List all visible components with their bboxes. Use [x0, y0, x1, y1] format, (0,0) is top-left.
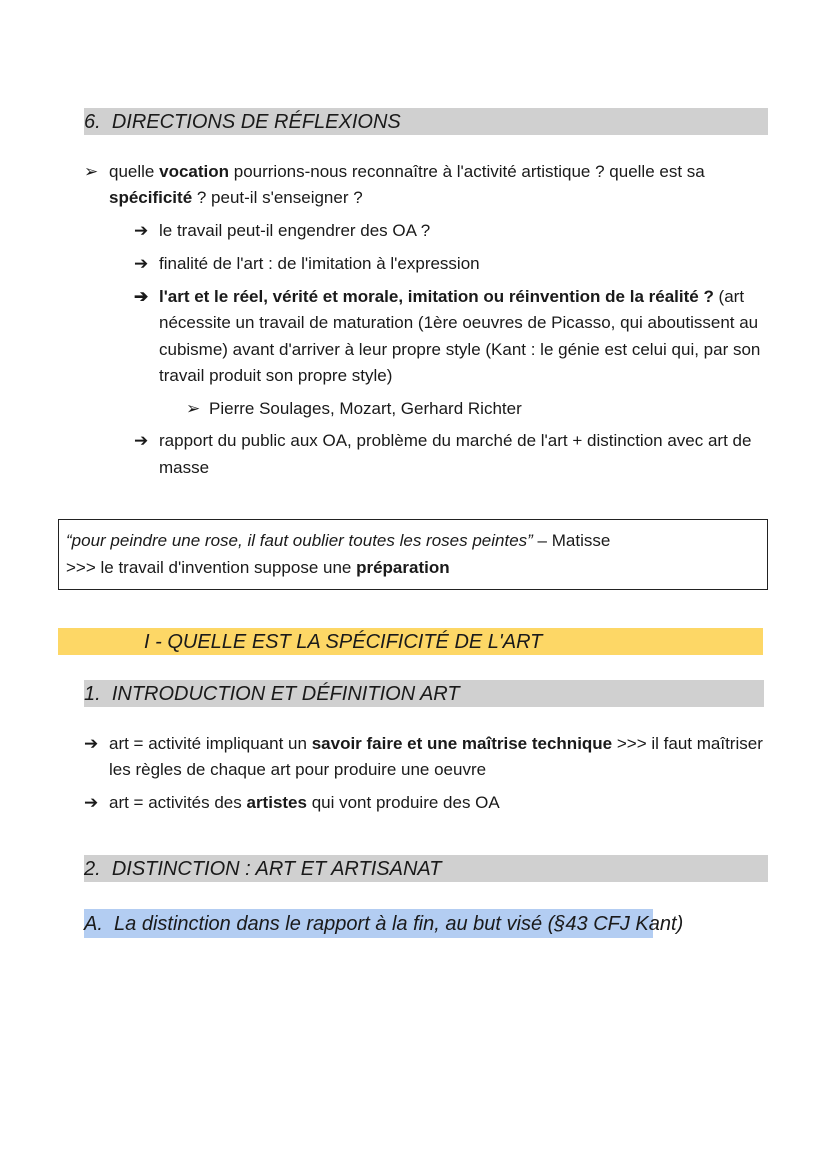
bullet-vocation-line1: quelle vocation pourrions-nous reconnaître à l'activité artistique ? quelle est sa — [109, 162, 705, 181]
quote-text: “pour peindre une rose, il faut oublier toutes les roses peintes” — [66, 531, 533, 550]
quote-line1 — [66, 528, 610, 554]
section-6-heading — [84, 109, 401, 135]
sub-item-public-line1: rapport du public aux OA, problème du marché de l'art + distinction avec art de — [159, 431, 752, 450]
def-art-line1: art = activité impliquant un savoir faire et une maîtrise technique >>> il faut maîtriser — [109, 734, 763, 753]
section-a-title: La distinction dans le rapport à la fin, au but visé (§43 CFJ Kant) — [114, 913, 684, 935]
section-a-number: A. — [84, 913, 103, 935]
bullet-glyph: ➢ — [84, 162, 99, 181]
arrow-glyph: ➔ — [134, 431, 149, 450]
quote-line2: >>> le travail d'invention suppose une préparation — [66, 558, 450, 577]
sub-item-reel-line4: travail produit son propre style) — [159, 366, 393, 385]
section-2-title: DISTINCTION : ART ET ARTISANAT — [111, 858, 442, 880]
section-2-number: 2. — [84, 858, 101, 880]
sub-item-reel-line2: nécessite un travail de maturation (1ère oeuvres de Picasso, qui aboutissent au — [159, 313, 759, 332]
subsub-artists: Pierre Soulages, Mozart, Gerhard Richter — [209, 399, 522, 418]
section-6-number: 6. — [84, 111, 101, 133]
sub-item-travail: le travail peut-il engendrer des OA ? — [159, 221, 431, 240]
arrow-glyph: ➔ — [134, 287, 149, 306]
section-1-title: INTRODUCTION ET DÉFINITION ART — [111, 683, 460, 705]
quote-author: – Matisse — [532, 531, 611, 550]
sub-item-finalite: finalité de l'art : de l'imitation à l'expression — [159, 254, 480, 273]
arrow-glyph: ➔ — [134, 254, 149, 273]
arrow-glyph: ➔ — [84, 793, 99, 812]
bullet-vocation-line2: spécificité ? peut-il s'enseigner ? — [109, 188, 363, 207]
sub-item-reel-line3: cubisme) avant d'arriver à leur propre style (Kant : le génie est celui qui, par son — [159, 340, 761, 359]
sub-item-reel-line1: l'art et le réel, vérité et morale, imitation ou réinvention de la réalité ? (art — [159, 287, 745, 306]
sub-item-public-line2: masse — [159, 458, 210, 477]
section-1-heading — [84, 681, 460, 707]
def-artistes: art = activités des artistes qui vont produire des OA — [109, 793, 500, 812]
section-a-heading — [84, 911, 683, 937]
arrow-glyph: ➔ — [84, 734, 99, 753]
part-1-heading: I - QUELLE EST LA SPÉCIFICITÉ DE L'ART — [144, 631, 543, 653]
subsub-glyph: ➢ — [186, 399, 201, 418]
arrow-glyph: ➔ — [134, 221, 149, 240]
def-art-line2: les règles de chaque art pour produire une oeuvre — [109, 760, 487, 779]
section-6-title: DIRECTIONS DE RÉFLEXIONS — [111, 111, 401, 133]
section-2-heading — [84, 856, 441, 882]
section-1-number: 1. — [84, 683, 101, 705]
